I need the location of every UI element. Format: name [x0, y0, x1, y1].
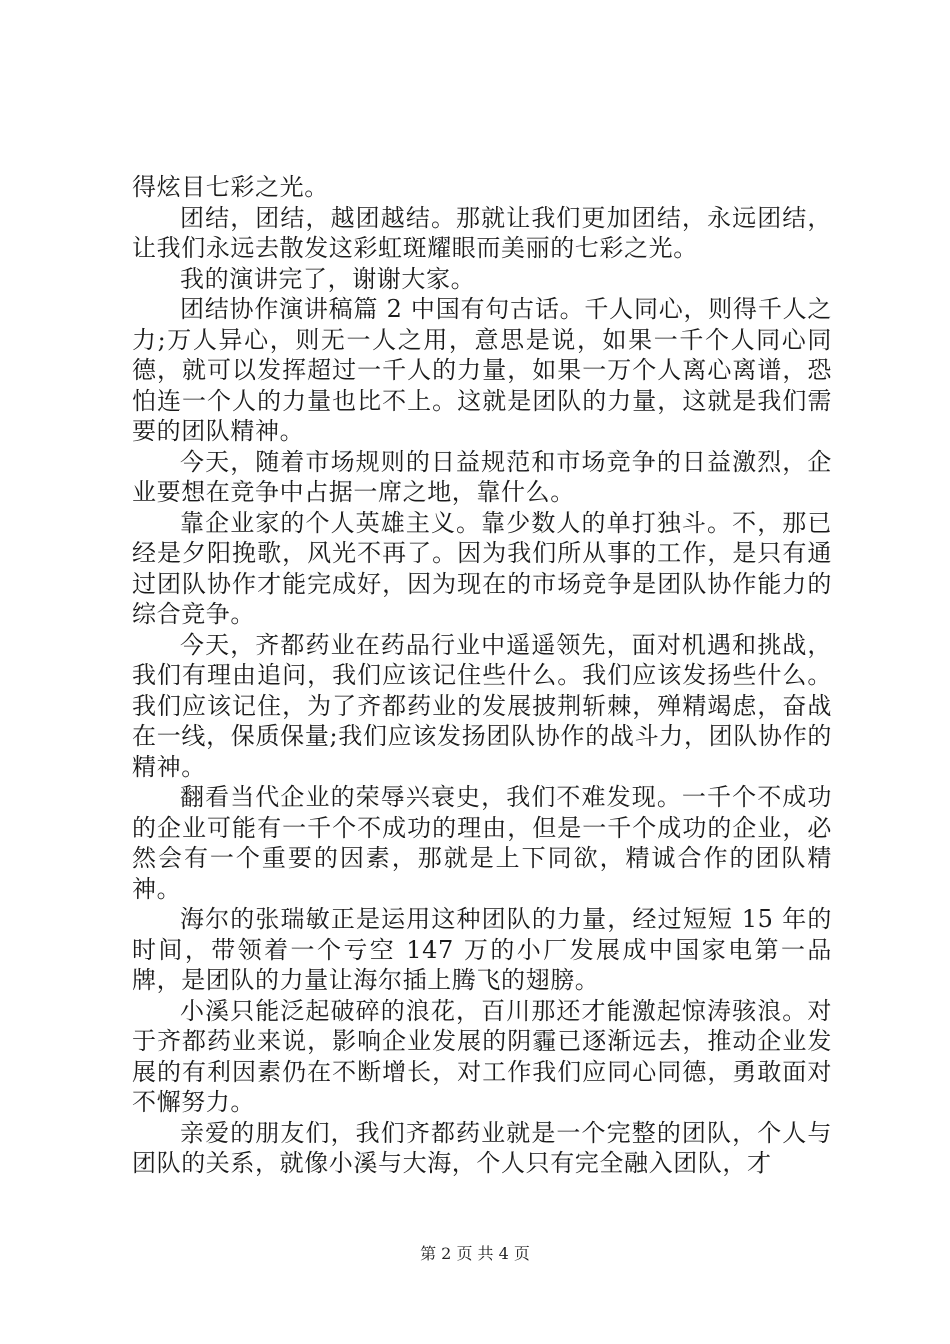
document-body	[132, 172, 832, 1179]
paragraph: 翻看当代企业的荣辱兴衰史，我们不难发现。一千个不成功的企业可能有一千个不成功的理由，但是一千个成功的企业，必然会有一个重要的因素，那就是上下同欲，精诚合作的团队精神。	[132, 783, 832, 903]
paragraph: 小溪只能泛起破碎的浪花，百川那还才能激起惊涛骇浪。对于齐都药业来说，影响企业发展的阴霾已逐渐远去，推动企业发展的有利因素仍在不断增长，对工作我们应同心同德，勇敢面对不懈努力。	[132, 996, 832, 1116]
paragraph: 我的演讲完了，谢谢大家。	[180, 264, 476, 293]
paragraph: 海尔的张瑞敏正是运用这种团队的力量，经过短短 15 年的时间，带领着一个亏空 147 万的小厂发展成中国家电第一品牌，是团队的力量让海尔插上腾飞的翅膀。	[132, 905, 832, 994]
paragraph: 团结协作演讲稿篇 2 中国有句古话。千人同心，则得千人之力;万人异心，则无一人之用，意思是说，如果一千个人同心同德，就可以发挥超过一千人的力量，如果一万个人离心离谱，恐怕连一个人的力量也比不上。这就是团队的力量，这就是我们需要的团队精神。	[132, 295, 832, 445]
paragraph: 得炫目七彩之光。	[132, 173, 329, 201]
paragraph: 靠企业家的个人英雄主义。靠少数人的单打独斗。不，那已经是夕阳挽歌，风光不再了。因为我们所从事的工作，是只有通过团队协作才能完成好，因为现在的市场竞争是团队协作能力的综合竞争。	[132, 508, 832, 628]
paragraph: 亲爱的朋友们，我们齐都药业就是一个完整的团队，个人与团队的关系，就像小溪与大海，个人只有完全融入团队，才	[132, 1118, 832, 1177]
page-number-label: 第 2 页 共 4 页	[420, 1244, 530, 1263]
paragraph: 今天，齐都药业在药品行业中遥遥领先，面对机遇和挑战，我们有理由追问，我们应该记住些什么。我们应该发扬些什么。我们应该记住，为了齐都药业的发展披荆斩棘，殚精竭虑，奋战在一线，保质保量;我们应该发扬团队协作的战斗力，团队协作的精神。	[132, 630, 832, 781]
page-footer	[0, 1244, 950, 1264]
paragraph: 今天，随着市场规则的日益规范和市场竞争的日益激烈，企业要想在竞争中占据一席之地，靠什么。	[132, 447, 832, 506]
paragraph: 团结，团结，越团越结。那就让我们更加团结，永远团结，让我们永远去散发这彩虹斑耀眼而美丽的七彩之光。	[132, 203, 832, 262]
